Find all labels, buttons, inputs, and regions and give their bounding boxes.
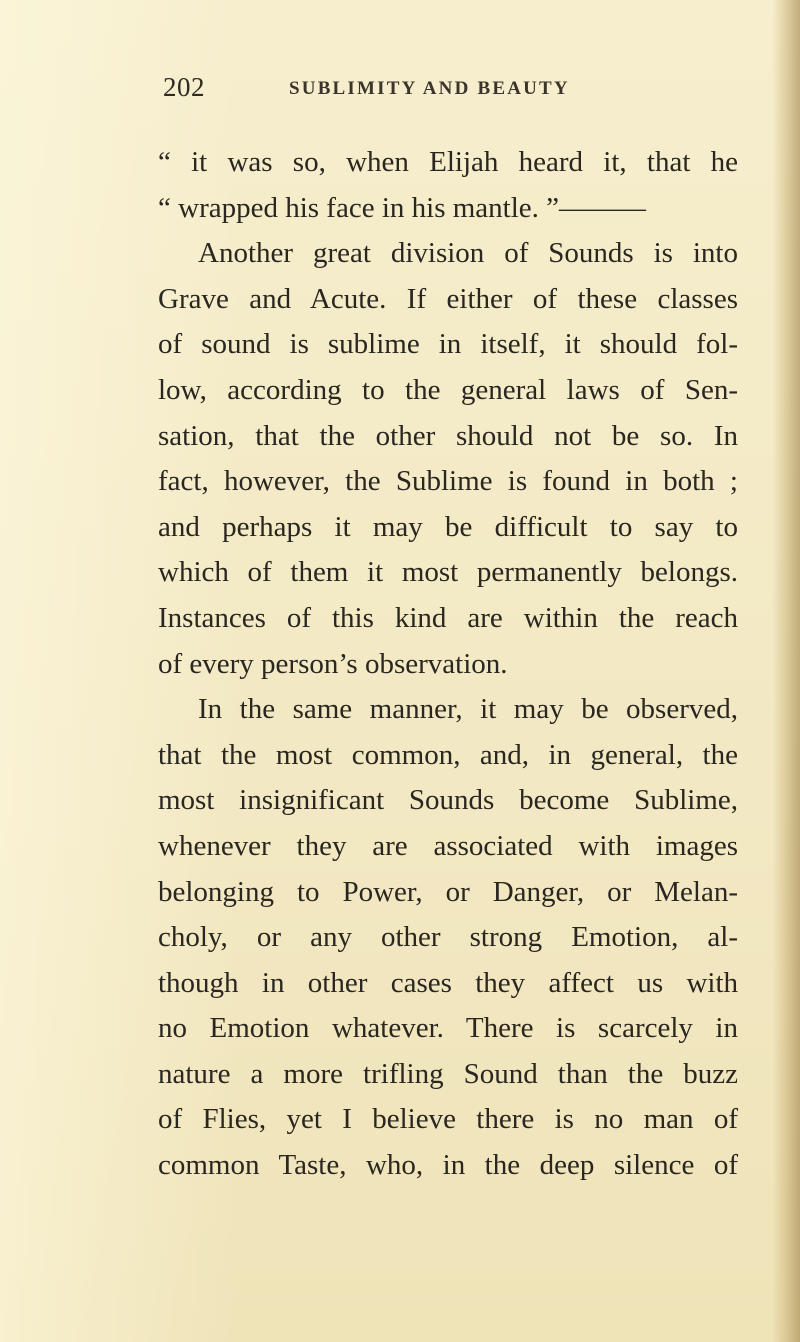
page-header — [163, 72, 663, 112]
text-line: Instances of this kind are within the reach — [158, 601, 738, 634]
page-edge-shadow — [772, 0, 800, 1342]
text-line: fact, however, the Sublime is found in both ; — [158, 465, 738, 498]
text-line: no Emotion whatever. There is scarcely in — [158, 1012, 738, 1045]
text-line: though in other cases they affect us with — [158, 966, 738, 999]
text-line: Another great division of Sounds is into — [198, 237, 738, 270]
text-line: nature a more trifling Sound than the buzz — [158, 1057, 738, 1090]
text-line: common Taste, who, in the deep silence of — [158, 1149, 738, 1182]
text-line: of Flies, yet I believe there is no man of — [158, 1103, 738, 1136]
text-line: whenever they are associated with images — [158, 829, 738, 862]
text-line: and perhaps it may be difficult to say to — [158, 510, 738, 543]
text-line: “ wrapped his face in his mantle. ”——— — [158, 191, 647, 224]
text-line: which of them it most permanently belongs. — [158, 556, 738, 589]
running-head: SUBLIMITY AND BEAUTY — [289, 78, 570, 99]
text-line: belonging to Power, or Danger, or Melan- — [158, 875, 738, 908]
text-line: In the same manner, it may be observed, — [198, 693, 738, 726]
text-line: sation, that the other should not be so. In — [158, 419, 738, 452]
text-line: “ it was so, when Elijah heard it, that he — [158, 146, 738, 178]
text-line: Grave and Acute. If either of these classes — [158, 282, 738, 315]
text-line: of sound is sublime in itself, it should fol- — [158, 328, 738, 361]
body-text — [158, 140, 738, 1189]
text-line: most insignificant Sounds become Sublime, — [158, 784, 738, 817]
text-line: of every person’s observation. — [158, 647, 508, 680]
page-number: 202 — [163, 72, 205, 102]
text-line: choly, or any other strong Emotion, al- — [158, 921, 738, 954]
text-line: that the most common, and, in general, the — [158, 738, 738, 771]
text-line: low, according to the general laws of Sen- — [158, 373, 738, 406]
